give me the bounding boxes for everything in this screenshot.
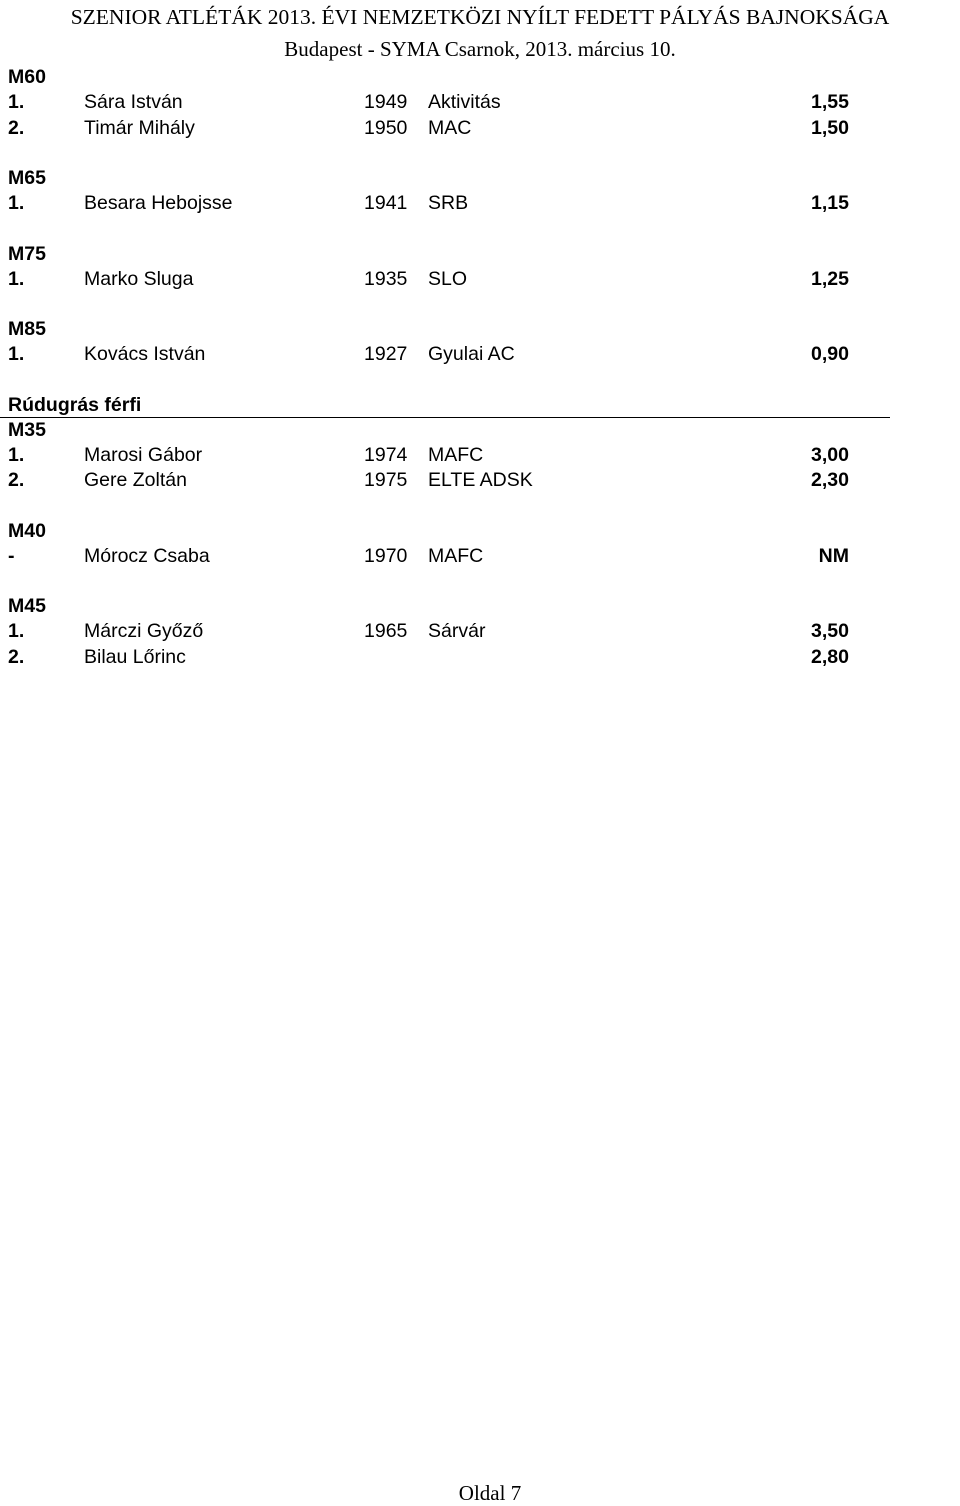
- age-group: [0, 418, 960, 494]
- club-name: MAFC: [428, 544, 484, 567]
- athlete-name: Besara Hebojsse: [84, 192, 233, 214]
- birth-year: 1950: [364, 116, 408, 139]
- result-value: 1,50: [811, 116, 849, 139]
- age-group-label: M60: [8, 66, 46, 88]
- result-row: [0, 619, 960, 645]
- birth-year: 1970: [364, 544, 408, 567]
- athlete-name: Márczi Győző: [84, 620, 204, 642]
- result-row: [0, 267, 960, 293]
- result-value: 2,30: [811, 469, 849, 491]
- result-value: NM: [818, 544, 849, 567]
- result-value: 3,50: [811, 620, 849, 642]
- age-group: [0, 594, 960, 670]
- document-subtitle: Budapest - SYMA Csarnok, 2013. március 10.: [284, 37, 676, 61]
- result-place: 1.: [8, 343, 25, 365]
- result-place: 1.: [8, 267, 25, 290]
- age-group-label: M35: [8, 418, 46, 441]
- result-row: [0, 443, 960, 469]
- birth-year: 1965: [364, 620, 408, 642]
- club-name: SLO: [428, 267, 468, 290]
- club-name: MAC: [428, 116, 472, 139]
- age-group-label: M45: [8, 595, 46, 617]
- athlete-name: Marko Sluga: [84, 267, 194, 290]
- result-place: 2.: [8, 645, 25, 668]
- club-name: SRB: [428, 192, 469, 214]
- birth-year: 1974: [364, 443, 408, 466]
- result-value: 1,55: [811, 91, 849, 113]
- result-value: 3,00: [811, 443, 849, 466]
- result-place: 1.: [8, 192, 25, 214]
- birth-year: 1927: [364, 343, 408, 365]
- result-place: 1.: [8, 91, 25, 113]
- result-value: 1,15: [811, 192, 849, 214]
- result-row: [0, 468, 960, 494]
- age-group-label: M40: [8, 519, 46, 542]
- result-place: 1.: [8, 443, 25, 466]
- age-group: [0, 242, 960, 293]
- age-group: [0, 317, 960, 368]
- age-group-label: M75: [8, 242, 46, 265]
- birth-year: 1935: [364, 267, 408, 290]
- result-place: 2.: [8, 116, 25, 139]
- athlete-name: Sára István: [84, 91, 183, 113]
- athlete-name: Timár Mihály: [84, 116, 195, 139]
- athlete-name: Gere Zoltán: [84, 469, 187, 491]
- club-name: Sárvár: [428, 620, 486, 642]
- event-title: Rúdugrás férfi: [0, 393, 890, 418]
- age-group-label: M85: [8, 318, 46, 340]
- result-row: [0, 191, 960, 217]
- age-group-label: M65: [8, 167, 46, 189]
- club-name: MAFC: [428, 443, 484, 466]
- result-row: [0, 116, 960, 142]
- event-section: [0, 393, 960, 671]
- result-value: 1,25: [811, 267, 849, 290]
- result-row: [0, 90, 960, 116]
- result-row: [0, 645, 960, 671]
- result-place: 1.: [8, 620, 25, 642]
- document-title: SZENIOR ATLÉTÁK 2013. ÉVI NEMZETKÖZI NYÍLT FEDETT PÁLYÁS BAJNOKSÁGA: [70, 5, 890, 29]
- athlete-name: Mórocz Csaba: [84, 544, 210, 567]
- result-value: 0,90: [811, 343, 849, 365]
- athlete-name: Bilau Lőrinc: [84, 645, 186, 668]
- club-name: ELTE ADSK: [428, 469, 533, 491]
- result-row: [0, 544, 960, 570]
- result-place: 2.: [8, 469, 25, 491]
- result-value: 2,80: [811, 645, 849, 668]
- page-number: Oldal 7: [458, 1481, 522, 1505]
- athlete-name: Marosi Gábor: [84, 443, 203, 466]
- result-place: -: [8, 544, 15, 567]
- event-section: [0, 65, 960, 368]
- athlete-name: Kovács István: [84, 343, 206, 365]
- birth-year: 1975: [364, 469, 408, 491]
- club-name: Gyulai AC: [428, 343, 515, 365]
- club-name: Aktivitás: [428, 91, 501, 113]
- results-content: [0, 65, 960, 695]
- age-group: [0, 166, 960, 217]
- age-group: [0, 519, 960, 570]
- result-row: [0, 342, 960, 368]
- age-group: [0, 65, 960, 141]
- birth-year: 1941: [364, 192, 408, 214]
- birth-year: 1949: [364, 91, 408, 113]
